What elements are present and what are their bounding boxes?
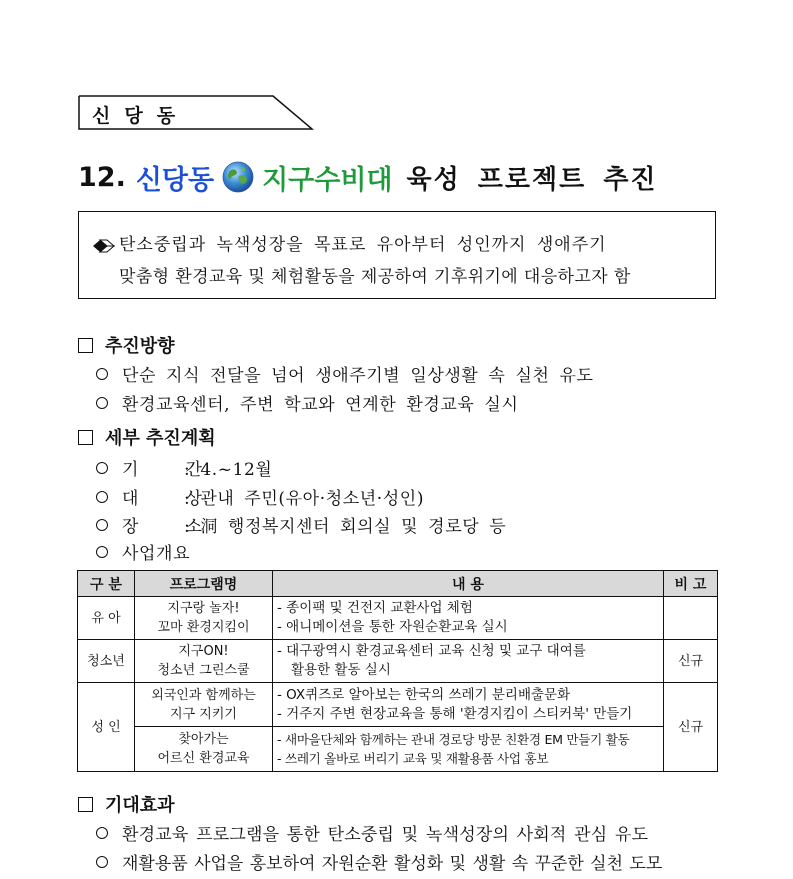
summary-line-1 (91, 230, 607, 255)
circle-bullet-icon (96, 491, 108, 503)
plan-key: 장 소 (122, 517, 202, 537)
plan-value: : 4.~12월 (184, 460, 273, 480)
cell-note: 신규 (664, 640, 718, 683)
plan-item-period (96, 455, 272, 480)
diamond-icon (91, 239, 115, 253)
cell-category: 유 아 (78, 597, 135, 640)
content-line: 활용한 활동 실시 (291, 662, 391, 678)
plan-key: 기 간 (122, 460, 202, 480)
program-line: 찾아가는 (178, 732, 229, 747)
content-line: - 쓰레기 올바로 버리기 교육 및 재활용품 사업 홍보 (277, 751, 549, 766)
program-line: 지구ON! (178, 644, 229, 659)
summary-text-1: 탄소중립과 녹색성장을 목표로 유아부터 성인까지 생애주기 (119, 235, 607, 255)
cell-program (135, 597, 273, 640)
content-line: - OX퀴즈로 알아보는 한국의 쓰레기 분리배출문화 (277, 686, 571, 703)
direction-item (96, 390, 518, 415)
square-bullet-icon (78, 430, 93, 445)
header-program: 프로그램명 (135, 571, 273, 597)
plan-item-place (96, 512, 506, 537)
section-effect-header (78, 791, 175, 817)
circle-bullet-icon (96, 462, 108, 474)
summary-box (78, 211, 716, 299)
header-note: 비 고 (664, 571, 718, 597)
plan-overview-text: 사업개요 (122, 544, 191, 564)
title-part2: 지구수비대 (262, 164, 393, 196)
cell-content (273, 640, 664, 683)
cell-program (135, 683, 273, 727)
tab-label: 신당동 (92, 105, 190, 127)
effect-item-text: 재활용품 사업을 홍보하여 자원순환 활성화 및 생활 속 꾸준한 실천 도모 (122, 854, 663, 874)
cell-category: 성 인 (78, 683, 135, 772)
table-row (78, 683, 718, 727)
section-effect-title: 기대효과 (105, 795, 175, 816)
direction-item-text: 환경교육센터, 주변 학교와 연계한 환경교육 실시 (122, 395, 519, 415)
program-line: 꼬마 환경지킴이 (157, 620, 250, 635)
plan-key: 대 상 (122, 489, 202, 509)
header-category: 구 분 (78, 571, 135, 597)
direction-item-text: 단순 지식 전달을 넘어 생애주기별 일상생활 속 실천 유도 (122, 366, 594, 386)
section-direction-header (78, 332, 175, 358)
section-plan-title: 세부 추진계획 (105, 428, 216, 449)
table-header-row (78, 571, 718, 597)
cell-content (273, 727, 664, 772)
circle-bullet-icon (96, 368, 108, 380)
program-line: 외국인과 함께하는 (151, 687, 256, 703)
square-bullet-icon (78, 797, 93, 812)
direction-item (96, 361, 594, 386)
earth-globe-icon (222, 161, 254, 193)
cell-program (135, 727, 273, 772)
effect-item-text: 환경교육 프로그램을 통한 탄소중립 및 녹색성장의 사회적 관심 유도 (122, 825, 649, 845)
circle-bullet-icon (96, 546, 108, 558)
section-tab (78, 95, 314, 131)
cell-note (664, 597, 718, 640)
content-line: - 애니메이션을 통한 자원순환교육 실시 (277, 619, 508, 635)
section-plan-header (78, 424, 216, 450)
title-part3: 육성 프로젝트 추진 (406, 164, 658, 195)
cell-program (135, 640, 273, 683)
plan-item-target (96, 484, 424, 509)
circle-bullet-icon (96, 827, 108, 839)
content-line: - 종이팩 및 건전지 교환사업 체험 (277, 600, 473, 616)
square-bullet-icon (78, 338, 93, 353)
summary-line-2: 맞춤형 환경교육 및 체험활동을 제공하여 기후위기에 대응하고자 함 (119, 267, 631, 287)
cell-note: 신규 (664, 683, 718, 772)
cell-category: 청소년 (78, 640, 135, 683)
circle-bullet-icon (96, 856, 108, 868)
content-line: - 새마을단체와 함께하는 관내 경로당 방문 친환경 EM 만들기 활동 (277, 732, 630, 747)
cell-content (273, 597, 664, 640)
section-direction-title: 추진방향 (105, 336, 175, 357)
cell-content (273, 683, 664, 727)
circle-bullet-icon (96, 397, 108, 409)
program-table (77, 570, 718, 772)
plan-value: : 洞 행정복지센터 회의실 및 경로당 등 (184, 517, 507, 537)
header-content: 내 용 (273, 571, 664, 597)
table-row (78, 640, 718, 683)
title-part1: 신당동 (135, 164, 215, 196)
program-line: 지구랑 놀자! (167, 601, 240, 616)
title-number: 12. (78, 161, 126, 193)
program-line: 어르신 환경교육 (157, 751, 250, 766)
circle-bullet-icon (96, 519, 108, 531)
page-title (78, 156, 658, 198)
program-line: 청소년 그린스쿨 (157, 663, 250, 678)
content-line: - 대구광역시 환경교육센터 교육 신청 및 교구 대여를 (277, 643, 586, 659)
plan-value: : 관내 주민(유아·청소년·성인) (184, 489, 425, 509)
content-line: - 거주지 주변 현장교육을 통해 '환경지킴이 스티커북' 만들기 (277, 705, 633, 722)
effect-item (96, 820, 648, 845)
program-line: 지구 지키기 (170, 706, 237, 722)
table-row (78, 727, 718, 772)
table-row (78, 597, 718, 640)
plan-item-overview (96, 539, 190, 564)
effect-item (96, 849, 662, 874)
